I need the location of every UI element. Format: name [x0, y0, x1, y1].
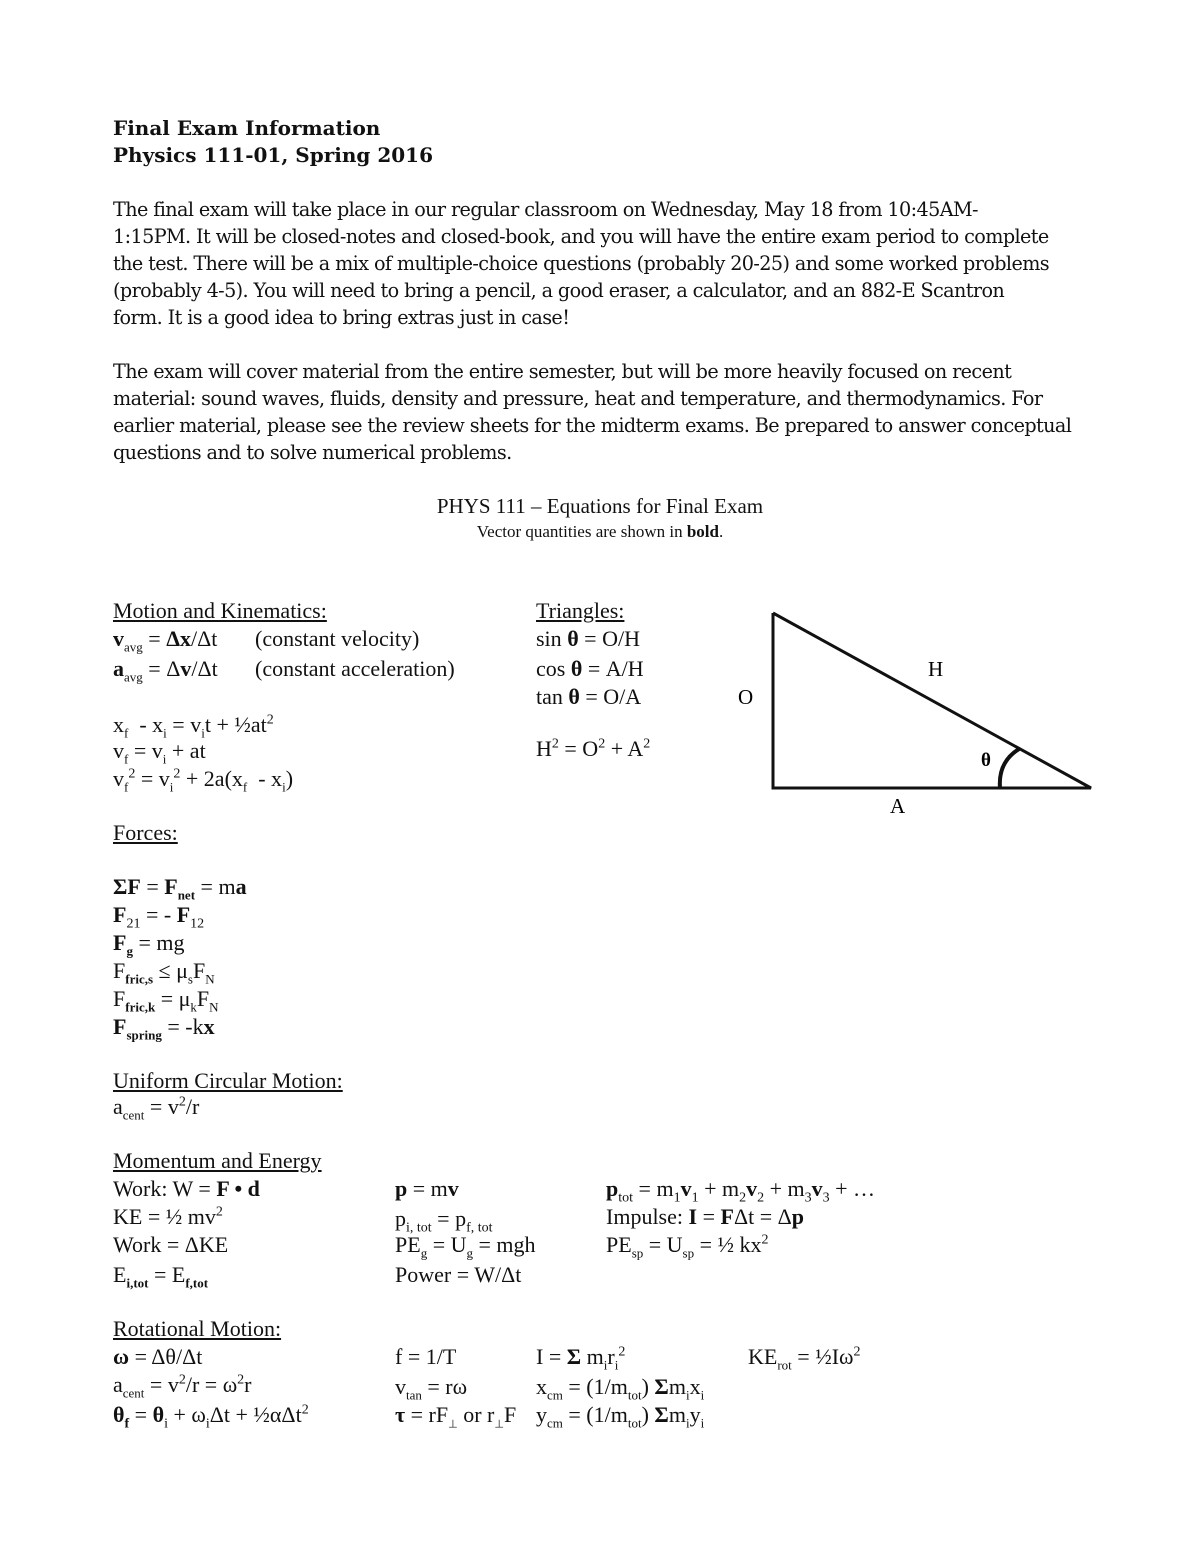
- equation-centripetal: $a_{cent} = v^2/r$: [113, 1094, 200, 1123]
- subtitle-prefix: Vector quantities are shown in: [476, 522, 687, 541]
- paragraph-line: The final exam will take place in our regular classroom on Wednesday, May 18 from 10:45AM-: [113, 198, 978, 221]
- equation-center-of-mass-x: $x_{cm} = (1/m_{tot})$ $\Sigma m_ix_i$: [536, 1374, 705, 1403]
- section-heading-motion: Motion and Kinematics:: [113, 598, 327, 623]
- equation-newton-third: $F_{21}$ = - $F_{12}$: [113, 902, 205, 932]
- section-heading-circular: Uniform Circular Motion:: [113, 1068, 343, 1093]
- note-constant-velocity: (constant velocity): [255, 626, 420, 651]
- triangle-label-o: O: [738, 685, 754, 709]
- equation-angular-velocity: ω = Δθ/Δt: [113, 1344, 203, 1369]
- equation-tangential-velocity: $v_{tan} = r\omega$: [395, 1374, 468, 1403]
- equation-moment-of-inertia: I = Σ $m_ir_i^2$: [536, 1344, 626, 1373]
- note-constant-acceleration: (constant acceleration): [255, 656, 455, 681]
- section-heading-rotational: Rotational Motion:: [113, 1316, 282, 1341]
- equation-centripetal-omega: $a_{cent} = v^2/r = \omega^2r$: [113, 1372, 252, 1401]
- equation-v-avg: $v_{avg} = \Delta x/\Delta t$: [113, 626, 218, 655]
- section-heading-forces: Forces:: [113, 820, 178, 845]
- triangle-outline: [773, 613, 1091, 788]
- equation-kinetic-energy: KE = ½ $mv^2$: [113, 1204, 223, 1229]
- equation-static-friction: $F_{fric,s} \le \mu_sF_N$: [113, 958, 215, 987]
- equations-subtitle: [0, 522, 1200, 542]
- triangle-label-h: H: [928, 657, 944, 681]
- paragraph-line: 1:15PM. It will be closed-notes and closed-book, and you will have the entire exam period to complete: [113, 225, 1049, 248]
- paragraph-line: (probably 4-5). You will need to bring a pencil, a good eraser, a calculator, and an 882-E Scantron: [113, 279, 1005, 302]
- section-heading-momentum: Momentum and Energy: [113, 1148, 322, 1173]
- equation-sin: sin θ = O/H: [536, 626, 640, 651]
- equation-tan: tan θ = O/A: [536, 684, 642, 709]
- equation-newton-second: $\Sigma F = F_{net}$ = ma: [113, 874, 247, 903]
- equation-angular-position: $\theta_f = \theta_i + \omega_i\Delta t$ + ½αΔt$^2$: [113, 1402, 309, 1432]
- paragraph-line: material: sound waves, fluids, density and pressure, heat and temperature, and thermodynamics. For: [113, 387, 1043, 410]
- equation-momentum: p = mv: [395, 1176, 459, 1201]
- equation-frequency: f = 1/T: [395, 1344, 457, 1369]
- intro-paragraph-1: [113, 196, 1093, 331]
- paragraph-line: The exam will cover material from the entire semester, but will be more heavily focused on recent: [113, 360, 1012, 383]
- equation-work-energy: Work = ΔKE: [113, 1232, 229, 1257]
- triangle-label-a: A: [890, 794, 906, 818]
- equation-velocity: $v_f = v_i$ + at: [113, 738, 206, 767]
- equation-center-of-mass-y: $y_{cm} = (1/m_{tot})$ $\Sigma m_iy_i$: [536, 1402, 705, 1431]
- right-triangle-diagram: [738, 600, 1110, 830]
- course-title: Physics 111-01, Spring 2016: [113, 143, 433, 167]
- paragraph-line: earlier material, please see the review sheets for the midterm exams. Be prepared to answer conceptual: [113, 414, 1072, 437]
- equation-rotational-ke: $KE_{rot}$ = $\frac{1}{2}I\omega^2$: [748, 1344, 861, 1373]
- subtitle-bold: bold: [686, 522, 719, 541]
- paragraph-line: form. It is a good idea to bring extras just in case!: [113, 306, 570, 329]
- equation-velocity-squared: $v_f^2 = v_i^2 + 2a(x_f - x_i)$: [113, 766, 294, 795]
- equation-momentum-conservation: $p_{i, tot} = p_{f, tot}$: [395, 1206, 493, 1236]
- equation-power: Power = W/Δt: [395, 1262, 522, 1287]
- equation-energy-conservation: $E_{i,tot} = E_{f,tot}$: [113, 1262, 209, 1291]
- equation-impulse: Impulse: I = FΔt = Δp: [606, 1204, 805, 1229]
- intro-paragraph-2: [113, 358, 1093, 466]
- equation-total-momentum: $p_{tot} = m_1v_1 + m_2v_2 + m_3v_3$ + …: [606, 1176, 876, 1206]
- subtitle-suffix: .: [718, 522, 724, 541]
- equation-pythagoras: $H^2 = O^2 + A^2$: [536, 736, 651, 761]
- equation-position: $x_f - x_i = v_it$ + $\frac{1}{2}at^2$: [113, 712, 274, 741]
- equation-kinetic-friction: $F_{fric,k} = \mu_kF_N$: [113, 986, 219, 1015]
- triangle-label-theta: θ: [981, 750, 991, 771]
- equation-work: Work: W = F • d: [113, 1176, 260, 1201]
- equation-cos: cos θ = A/H: [536, 656, 644, 681]
- paragraph-line: questions and to solve numerical problems.: [113, 441, 512, 464]
- equation-a-avg: $a_{avg} = \Delta v/\Delta t$: [113, 656, 218, 685]
- equation-torque: $\tau = rF_\perp$ or $r_\perp F$: [395, 1402, 517, 1431]
- equation-spring-potential: $PE_{sp} = U_{sp}$ = ½ $kx^2$: [606, 1232, 769, 1261]
- section-heading-triangles: Triangles:: [536, 598, 625, 623]
- equations-title: PHYS 111 – Equations for Final Exam: [436, 494, 764, 518]
- equation-potential-gravity: $PE_g = U_g$ = mgh: [395, 1232, 536, 1261]
- angle-arc: [1000, 749, 1019, 788]
- equation-gravity: $F_g$ = mg: [113, 930, 185, 959]
- document-title: Final Exam Information: [113, 116, 381, 140]
- equation-spring-force: $F_{spring} = -kx$: [113, 1014, 215, 1043]
- paragraph-line: the test. There will be a mix of multiple-choice questions (probably 20-25) and some worked problems: [113, 252, 1050, 275]
